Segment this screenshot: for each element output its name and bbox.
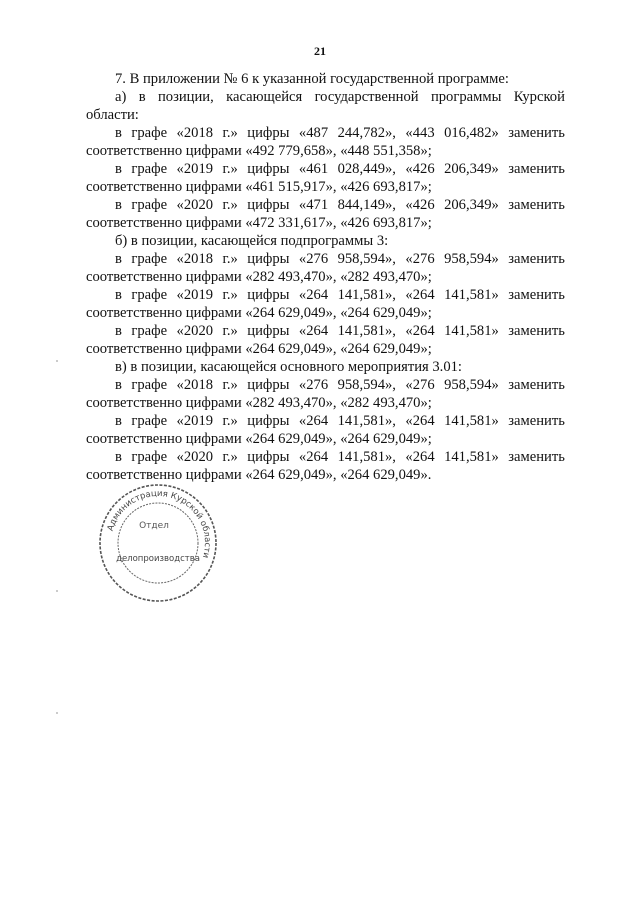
margin-dot [56, 360, 58, 362]
text-line: соответственно цифрами «461 515,917», «426 693,817»; [86, 179, 432, 195]
stamp-center-line-2: делопроизводства [116, 554, 200, 564]
text-line: а) в позиции, касающейся государственной программы Курской [115, 89, 565, 105]
text-line: соответственно цифрами «264 629,049», «264 629,049»; [86, 305, 432, 321]
text-line: соответственно цифрами «264 629,049», «264 629,049». [86, 467, 432, 483]
text-line: в графе «2020 г.» цифры «264 141,581», «264 141,581» заменить [115, 449, 565, 465]
text-line: 7. В приложении № 6 к указанной государственной программе: [115, 71, 509, 87]
text-line: в графе «2020 г.» цифры «471 844,149», «426 206,349» заменить [115, 197, 565, 213]
text-line: в графе «2019 г.» цифры «461 028,449», «426 206,349» заменить [115, 161, 565, 177]
text-line: в) в позиции, касающейся основного мероприятия 3.01: [115, 359, 462, 375]
text-line: в графе «2018 г.» цифры «276 958,594», «276 958,594» заменить [115, 377, 565, 393]
text-line: соответственно цифрами «264 629,049», «264 629,049»; [86, 431, 432, 447]
text-line: в графе «2020 г.» цифры «264 141,581», «264 141,581» заменить [115, 323, 565, 339]
text-line: в графе «2019 г.» цифры «264 141,581», «264 141,581» заменить [115, 413, 565, 429]
stamp-ring-text: Администрация Курской области [105, 488, 213, 560]
text-line: соответственно цифрами «264 629,049», «264 629,049»; [86, 341, 432, 357]
text-line: области: [86, 107, 139, 123]
text-line: в графе «2018 г.» цифры «276 958,594», «276 958,594» заменить [115, 251, 565, 267]
margin-dot [56, 712, 58, 714]
text-line: соответственно цифрами «472 331,617», «426 693,817»; [86, 215, 432, 231]
margin-dot [56, 590, 58, 592]
text-line: в графе «2019 г.» цифры «264 141,581», «264 141,581» заменить [115, 287, 565, 303]
page-number: 21 [314, 44, 326, 58]
text-line: в графе «2018 г.» цифры «487 244,782», «443 016,482» заменить [115, 125, 565, 141]
stamp-center-line-1: Отдел [139, 521, 169, 531]
text-line: соответственно цифрами «282 493,470», «282 493,470»; [86, 395, 432, 411]
text-line: б) в позиции, касающейся подпрограммы 3: [115, 233, 389, 249]
text-line: соответственно цифрами «492 779,658», «448 551,358»; [86, 143, 432, 159]
official-stamp [96, 481, 220, 605]
text-line: соответственно цифрами «282 493,470», «282 493,470»; [86, 269, 432, 285]
